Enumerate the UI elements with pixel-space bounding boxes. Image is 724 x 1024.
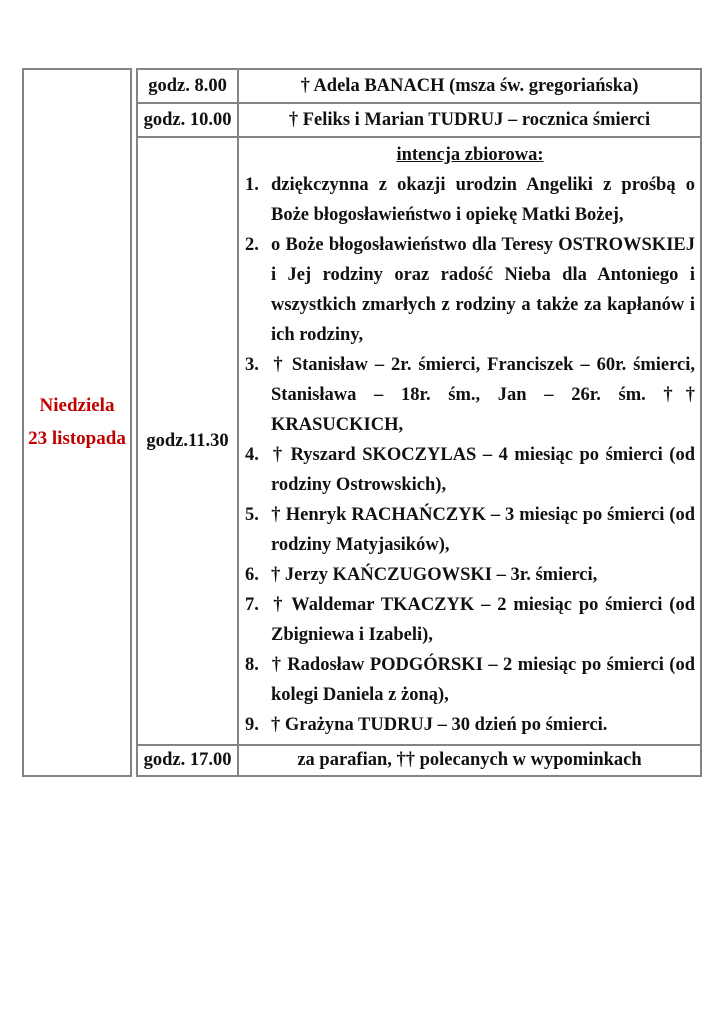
collective-intention-heading: intencja zbiorowa: [396,145,544,165]
schedule-grid [136,68,702,777]
item-number: 8. [245,655,259,675]
item-number: 5. [245,505,259,525]
mass-row [137,103,701,137]
intention-item [245,230,695,350]
item-text: † Stanisław – 2r. śmierci, Franciszek – 60r. śmierci, Stanisława – 18r. śm., Jan – 26r. śm. †† KRASUCKICH, [271,355,695,435]
item-number: 3. [245,355,259,375]
item-number: 2. [245,235,259,255]
item-text: † Radosław PODGÓRSKI – 2 miesiąc po śmierci (od kolegi Daniela z żoną), [271,655,695,705]
intention-item [245,440,695,500]
item-number: 6. [245,565,259,585]
item-number: 4. [245,445,259,465]
mass-schedule-table [22,68,702,777]
time-cell: godz. 17.00 [137,745,238,776]
time-cell: godz. 8.00 [137,69,238,103]
item-text: o Boże błogosławieństwo dla Teresy OSTROWSKIEJ i Jej rodziny oraz radość Nieba dla Antoniego i wszystkich zmarłych z rodziny a także za kapłanów i ich rodziny, [271,235,695,345]
intention-cell: † Feliks i Marian TUDRUJ – rocznica śmierci [238,103,701,137]
item-number: 1. [245,175,259,195]
intention-item [245,500,695,560]
intention-cell: † Adela BANACH (msza św. gregoriańska) [238,69,701,103]
date-cell [22,68,132,777]
intention-item [245,560,695,590]
mass-row [137,745,701,776]
item-text: † Waldemar TKACZYK – 2 miesiąc po śmierci (od Zbigniewa i Izabeli), [271,595,695,645]
time-cell: godz. 10.00 [137,103,238,137]
collective-intention-list [245,170,695,740]
item-number: 7. [245,595,259,615]
item-text: † Henryk RACHAŃCZYK – 3 miesiąc po śmierci (od rodziny Matyjasików), [271,505,695,555]
item-text: † Ryszard SKOCZYLAS – 4 miesiąc po śmierci (od rodziny Ostrowskich), [271,445,695,495]
intention-item [245,710,695,740]
intention-item [245,590,695,650]
intention-item [245,350,695,440]
intention-item [245,170,695,230]
intention-cell [238,137,701,745]
time-cell: godz.11.30 [137,137,238,745]
item-number: 9. [245,715,259,735]
item-text: † Jerzy KAŃCZUGOWSKI – 3r. śmierci, [271,565,598,585]
item-text: dziękczynna z okazji urodzin Angeliki z prośbą o Boże błogosławieństwo i opiekę Matki Bożej, [271,175,695,225]
date-day: 23 listopada [28,428,126,449]
date-weekday: Niedziela [39,395,115,417]
mass-row [137,69,701,103]
intention-item [245,650,695,710]
item-text: † Grażyna TUDRUJ – 30 dzień po śmierci. [271,715,608,735]
intention-cell: za parafian, †† polecanych w wypominkach [238,745,701,776]
mass-row [137,137,701,745]
